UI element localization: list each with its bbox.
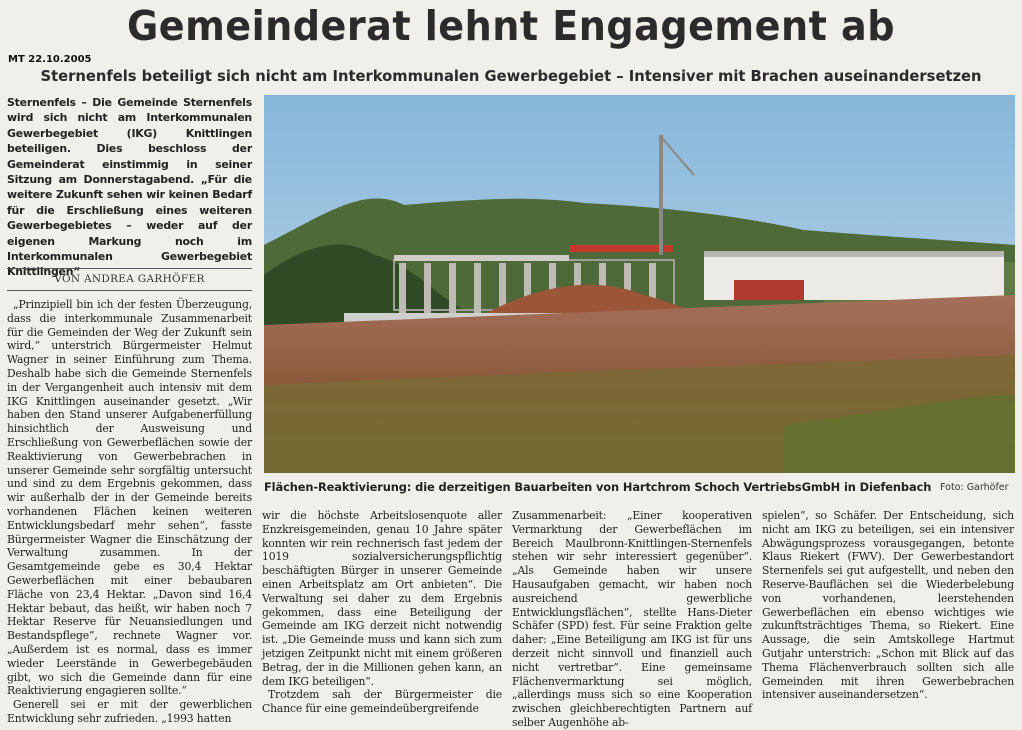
- column-paragraph: „Prinzipiell bin ich der festen Überzeugung, dass die interkommunale Zusammenarbeit für die Gemeinden der Weg der Zukunft sein wird,“ unterstrich Bürgermeister Helmut Wagner in seiner Einführung zum Thema. Deshalb habe sich die Gemeinde Sternenfels in der Vergangenheit auch intensiv mit dem IKG Knittlingen auseinander gesetzt. „Wir haben den Stand unserer Aufgabenerfüllung hinsichtlich der Ausweisung und Erschließung von Gewerbeflächen sowie der Reaktivierung von Gewerbebrachen in unserer Gemeinde sehr sorgfältig untersucht und sind zu dem Ergebnis gekommen, dass wir außerhalb der in der Gemeinde bereits vorhandenen Flächen keinen weiteren Entwicklungsbedarf mehr sehen“, fasste Bürgermeister Wagner die Einschätzung der Verwaltung zusammen. In der Gesamtgemeinde gebe es 30,4 Hektar Gewerbeflächen mit einer bebaubaren Fläche von 23,4 Hektar. „Davon sind 16,4 Hektar bebaut, das heißt, wir haben noch 7 Hektar Reserve für Neuansiedlungen und Bestandspflege“, rechnete Wagner vor. „Außerdem ist es normal, dass es immer wieder Leerstände in Gewerbegebäuden gibt, wo sich die Gemeinde dann für eine Reaktivierung engagieren sollte.“: [7, 298, 252, 698]
- headline: Gemeinderat lehnt Engagement ab: [127, 2, 895, 50]
- article-column-3: [512, 509, 752, 729]
- article-column-1: [7, 298, 252, 725]
- photo-credit: Foto: Garhöfer: [940, 482, 1009, 493]
- author-divider-top: [7, 268, 252, 269]
- article-column-2: [262, 509, 502, 716]
- article-column-4: [762, 509, 1014, 706]
- column-paragraph: Zusammenarbeit: „Einer kooperativen Vermarktung der Gewerbeflächen im Bereich Maulbronn-Knittlingen-Sternenfels stehen wir sehr interessiert gegenüber“. „Als Gemeinde haben wir unsere Hausaufgaben gemacht, wir haben noch ausreichend gewerbliche Entwicklungsflächen“, stellte Hans-Dieter Schäfer (SPD) fest. Für seine Fraktion gelte daher: „Eine Beteiligung am IKG ist für uns derzeit nicht sinnvoll und finanziell auch nicht vertretbar“. Eine gemeinsame Flächenvermarktung sei möglich, „allerdings muss sich so eine Kooperation zwischen gleichberechtigten Partnern auf selber Augenhöhe ab-: [512, 509, 752, 729]
- article-photo: [264, 95, 1015, 473]
- subheadline: Sternenfels beteiligt sich nicht am Interkommunalen Gewerbegebiet – Intensiver mit Brachen auseinandersetzen: [40, 67, 982, 85]
- lead-paragraph: Sternenfels – Die Gemeinde Sternenfels wird sich nicht am Interkommunalen Gewerbegebiet (IKG) Knittlingen beteiligen. Dies beschloss der Gemeinderat einstimmig in seiner Sitzung am Donnerstagabend. „Für die weitere Zukunft sehen wir keinen Bedarf für die Erschließung eines weiteren Gewerbegebietes – weder auf der eigenen Markung noch im Interkommunalen Gewerbegebiet Knittlingen“: [7, 96, 252, 279]
- column-paragraph: spielen“, so Schäfer. Der Entscheidung, sich nicht am IKG zu beteiligen, sei ein intensiver Abwägungsprozess vorausgegangen, betonte Klaus Riekert (FWV). Der Gewerbestandort Sternenfels sei gut aufgestellt, und neben den Reserve-Bauflächen sei die Wiederbelebung von vorhandenen, leerstehenden Gewerbeflächen ein ebenso wichtiges wie zukunftsträchtiges Thema, so Riekert. Eine Aussage, die sein Amtskollege Hartmut Gutjahr unterstrich: „Schon mit Blick auf das Thema Flächenverbrauch sollten sich alle Gemeinden mit ihren Gewerbebrachen intensiver auseinandersetzen“.: [762, 509, 1014, 702]
- column-paragraph: wir die höchste Arbeitslosenquote aller Enzkreisgemeinden, genau 10 Jahre später konnten wir rein rechnerisch fast jedem der 1019 sozialversicherungspflichtig beschäftigten Bürger in unserer Gemeinde einen Arbeitsplatz am Ort anbieten“. Die Verwaltung sei daher zu dem Ergebnis gekommen, dass eine Beteiligung der Gemeinde am IKG derzeit nicht notwendig ist. „Die Gemeinde muss und kann sich zum jetzigen Zeitpunkt nicht mit einem größeren Betrag, der in die Millionen gehen kann, an dem IKG beteiligen“.: [262, 509, 502, 688]
- photo-caption: Flächen-Reaktivierung: die derzeitigen Bauarbeiten von Hartchrom Schoch VertriebsGmbH in Diefenbach: [264, 480, 932, 494]
- column-paragraph: Trotzdem sah der Bürgermeister die Chance für eine gemeindeübergreifende: [262, 688, 502, 716]
- construction-site-photo: [264, 95, 1015, 473]
- author-divider-bottom: [7, 290, 252, 291]
- dateline: MT 22.10.2005: [8, 54, 92, 65]
- author-byline: VON ANDREA GARHÖFER: [54, 273, 205, 285]
- column-paragraph: Generell sei er mit der gewerblichen Entwicklung sehr zufrieden. „1993 hatten: [7, 698, 252, 725]
